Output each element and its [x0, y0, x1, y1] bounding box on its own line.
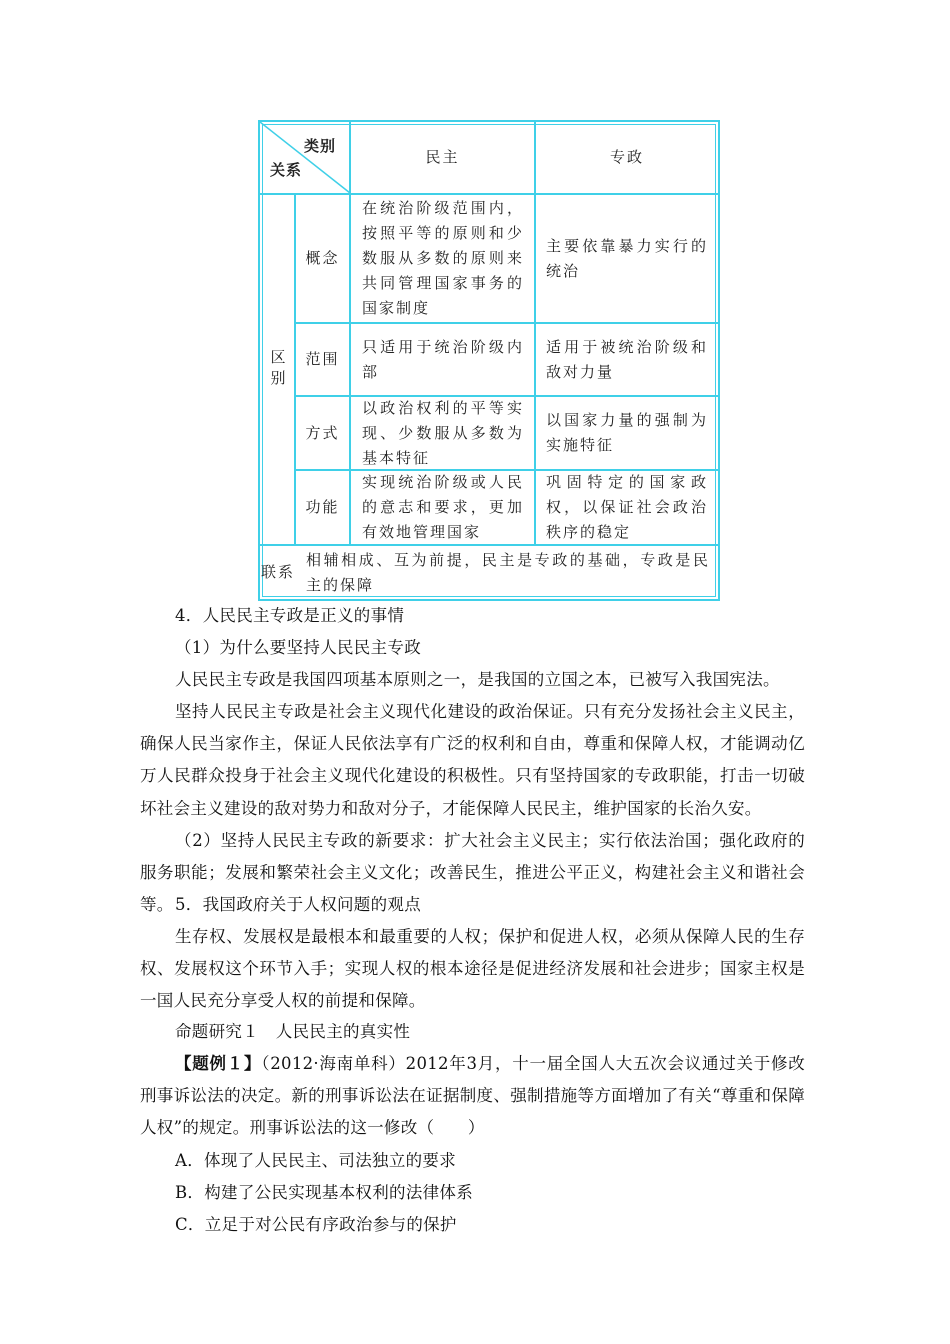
- row-dictatorship: 巩固特定的国家政权，以保证社会政治秩序的稳定: [546, 473, 708, 541]
- section-heading-5: 5．我国政府关于人权问题的观点: [175, 895, 421, 914]
- row-democracy: 实现统治阶级或人民的意志和要求，更加有效地管理国家: [362, 473, 524, 541]
- row-label: 概念: [305, 249, 340, 267]
- header-type: 类别: [304, 137, 337, 155]
- col-democracy: 民主: [425, 148, 460, 166]
- row-label: 方式: [305, 423, 340, 442]
- row-dictatorship: 以国家力量的强制为实施特征: [546, 411, 708, 454]
- link-label: 联系: [260, 563, 295, 581]
- row-dictatorship: 适用于被统治阶级和敌对力量: [546, 337, 708, 381]
- paragraph-1: 人民民主专政是我国四项基本原则之一，是我国的立国之本，已被写入我国宪法。: [175, 670, 780, 689]
- example-tag: 【题例１】: [175, 1054, 262, 1073]
- comparison-table: [258, 120, 720, 601]
- paragraph-2: 坚持人民民主专政是社会主义现代化建设的政治保证。只有充分发扬社会主义民主，确保人民当家作主，保证人民依法享有广泛的权利和自由，尊重和保障人权，才能调动亿万人民群众投身于社会主义现代化建设的积极性。只有坚持国家的专政职能，打击一切破坏社会主义建设的敌对势力和敌对分子，才能保障人民民主，维护国家的长治久安。: [140, 702, 805, 818]
- group-difference: 区别: [268, 348, 287, 391]
- section-heading-4: 4．人民民主专政是正义的事情: [175, 606, 405, 625]
- example-question: 【题例１】（2012·海南单科）2012年3月，十一届全国人大五次会议通过关于修改刑事诉讼法的决定。新的刑事诉讼法在证据制度、强制措施等方面增加了有关“尊重和保障人权”的规定。刑事诉讼法的这一修改（ ）: [140, 1054, 805, 1138]
- row-democracy: 只适用于统治阶级内部: [362, 337, 524, 381]
- option-c: C．立足于对公民有序政治参与的保护: [175, 1215, 457, 1234]
- option-b: B．构建了公民实现基本权利的法律体系: [175, 1183, 474, 1202]
- study-heading: 命题研究１ 人民民主的真实性: [175, 1022, 411, 1041]
- row-democracy: 在统治阶级范围内，按照平等的原则和少数服从多数的原则来共同管理国家事务的国家制度: [362, 199, 524, 317]
- question-2: （2）坚持人民民主专政的新要求：扩大社会主义民主；实行依法治国；强化政府的服务职能；发展和繁荣社会主义文化；改善民生，推进公平正义，构建社会主义和谐社会等。: [140, 831, 805, 915]
- col-dictatorship: 专政: [609, 148, 644, 166]
- option-a: A．体现了人民民主、司法独立的要求: [175, 1151, 457, 1170]
- row-label: 范围: [305, 350, 340, 368]
- row-label: 功能: [305, 498, 340, 516]
- row-dictatorship: 主要依靠暴力实行的统治: [546, 236, 708, 280]
- row-democracy: 以政治权利的平等实现、少数服从多数为基本特征: [362, 398, 524, 467]
- link-text: 相辅相成、互为前提，民主是专政的基础，专政是民主的保障: [306, 550, 710, 594]
- paragraph-3: 生存权、发展权是最根本和最重要的人权；保护和促进人权，必须从保障人民的生存权、发展权这个环节入手；实现人权的根本途径是促进经济发展和社会进步；国家主权是一国人民充分享受人权的前提和保障。: [140, 927, 805, 1011]
- question-1: （1）为什么要坚持人民民主专政: [175, 638, 421, 657]
- header-relation: 关系: [270, 161, 303, 179]
